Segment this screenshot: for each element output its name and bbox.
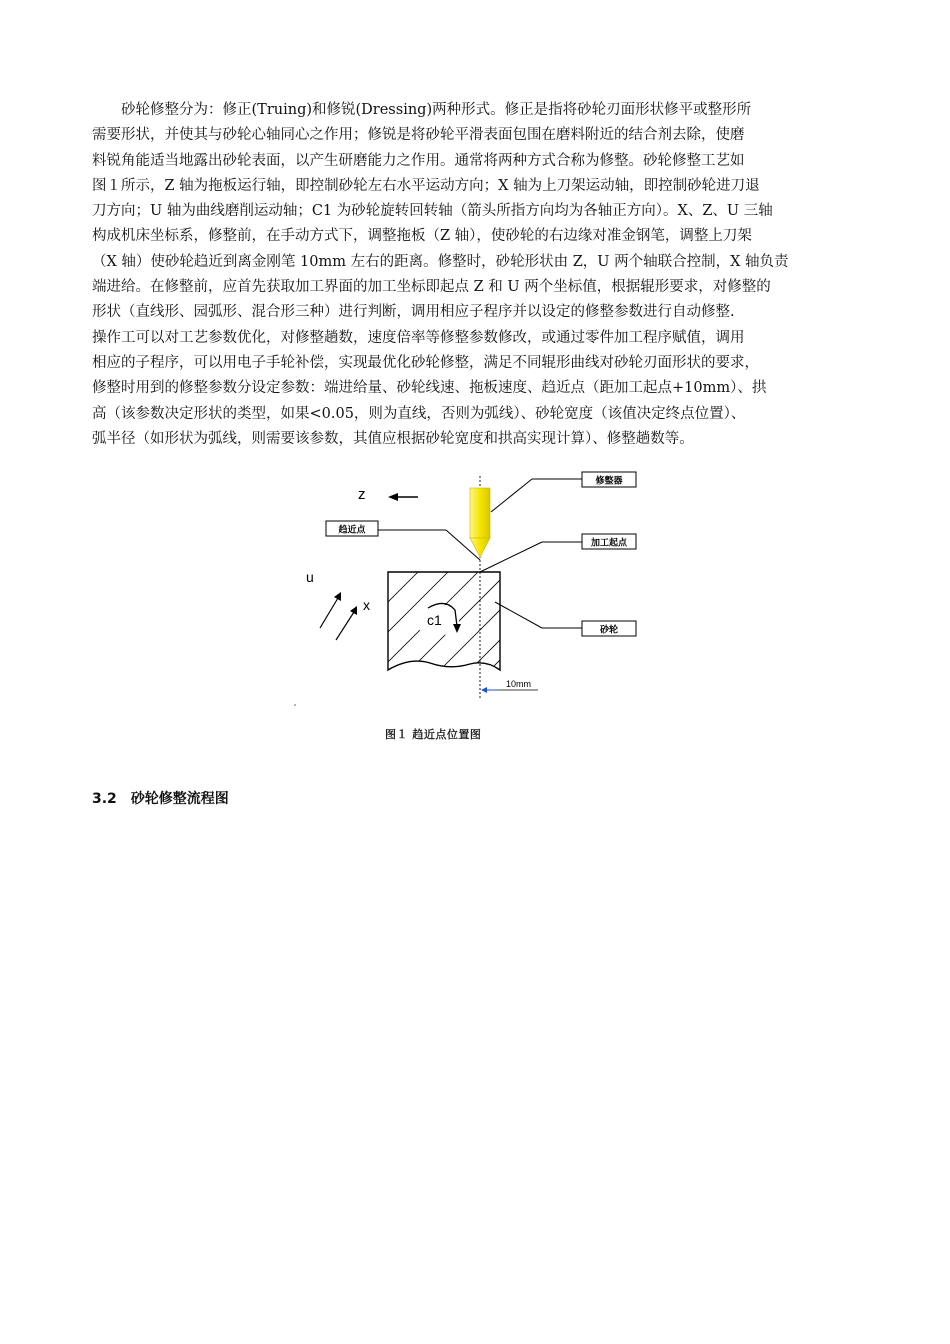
figure-caption: 图１ 趋近点位置图 [385, 728, 482, 741]
paragraph-line: 操作工可以对工艺参数优化，对修整趟数，速度倍率等修整参数修改，或通过零件加工程序赋值，调用 [92, 329, 745, 346]
section-heading [92, 788, 229, 808]
u-axis-label: u [306, 569, 314, 585]
c1-label: c1 [427, 612, 442, 628]
diagram-svg [280, 462, 680, 712]
paragraph-line: （X 轴）使砂轮趋近到离金刚笔 10mm 左右的距离。修整时，砂轮形状由 Z，U 两个轴联合控制，X 轴负责 [92, 253, 789, 270]
wheel-label: 砂轮 [599, 624, 619, 635]
paragraph-line: 形状（直线形、园弧形、混合形三种）进行判断，调用相应子程序并以设定的修整参数进行自动修整. [92, 304, 735, 321]
paragraph-line: 端进给。在修整前，应首先获取加工界面的加工坐标即起点 Z 和 U 两个坐标值，根据辊形要求，对修整的 [92, 279, 771, 296]
approach-point-label: 趋近点 [338, 524, 366, 535]
dresser-label: 修整器 [595, 475, 623, 486]
section-title: 砂轮修整流程图 [130, 791, 229, 807]
u-axis-arrow [320, 592, 341, 628]
distance-label: 10mm [506, 679, 532, 689]
machining-start-label: 加工起点 [590, 537, 628, 548]
paragraph-line: 图１所示，Z 轴为拖板运行轴，即控制砂轮左右水平运动方向；X 轴为上刀架运动轴，即控制砂轮进刀退 [92, 177, 760, 194]
z-axis-label: z [358, 486, 366, 503]
paragraph-line: 砂轮修整分为：修正(Truing)和修锐(Dressing)两种形式。修正是指将砂轮刃面形状修平或整形所 [92, 102, 752, 118]
x-axis-label: x [363, 597, 370, 613]
paragraph-line: 构成机床坐标系，修整前，在手动方式下，调整拖板（Z 轴），使砂轮的右边缘对准金钢笔，调整上刀架 [92, 228, 752, 245]
approach-point-diagram [280, 462, 680, 732]
grinding-wheel [388, 572, 508, 675]
paragraph-line: 相应的子程序，可以用电子手轮补偿，实现最优化砂轮修整，满足不同辊形曲线对砂轮刃面形状的要求， [92, 354, 759, 371]
approach-point-label-box [326, 521, 378, 536]
z-axis-arrow [388, 493, 418, 501]
machining-start-label-box [582, 534, 636, 549]
x-axis-arrow [336, 606, 357, 640]
dresser-pen [470, 488, 490, 557]
paragraph-line: 刀方向；U 轴为曲线磨削运动轴；C1 为砂轮旋转回转轴（箭头所指方向均为各轴正方向）。X、Z、U 三轴 [92, 203, 773, 220]
paragraph-line: 弧半径（如形状为弧线，则需要该参数，其值应根据砂轮宽度和拱高实现计算）、修整趟数等。 [92, 430, 694, 447]
stray-dot [294, 704, 296, 706]
paragraph-line: 高（该参数决定形状的类型，如果<0.05，则为直线，否则为弧线）、砂轮宽度（该值决定终点位置）、 [92, 405, 746, 422]
paragraph-line: 修整时用到的修整参数分设定参数：端进给量、砂轮线速、拖板速度、趋近点（距加工起点+10mm）、拱 [92, 380, 767, 397]
paragraph-line: 料锐角能适当地露出砂轮表面，以产生研磨能力之作用。通常将两种方式合称为修整。砂轮修整工艺如 [92, 152, 745, 169]
wheel-label-box [582, 621, 636, 636]
section-number: 3.2 [92, 791, 117, 807]
dresser-label-box [582, 472, 636, 487]
body-paragraph [92, 98, 860, 452]
paragraph-line: 需要形状，并使其与砂轮心轴同心之作用；修锐是将砂轮平滑表面包围在磨料附近的结合剂去除，使磨 [92, 127, 745, 144]
